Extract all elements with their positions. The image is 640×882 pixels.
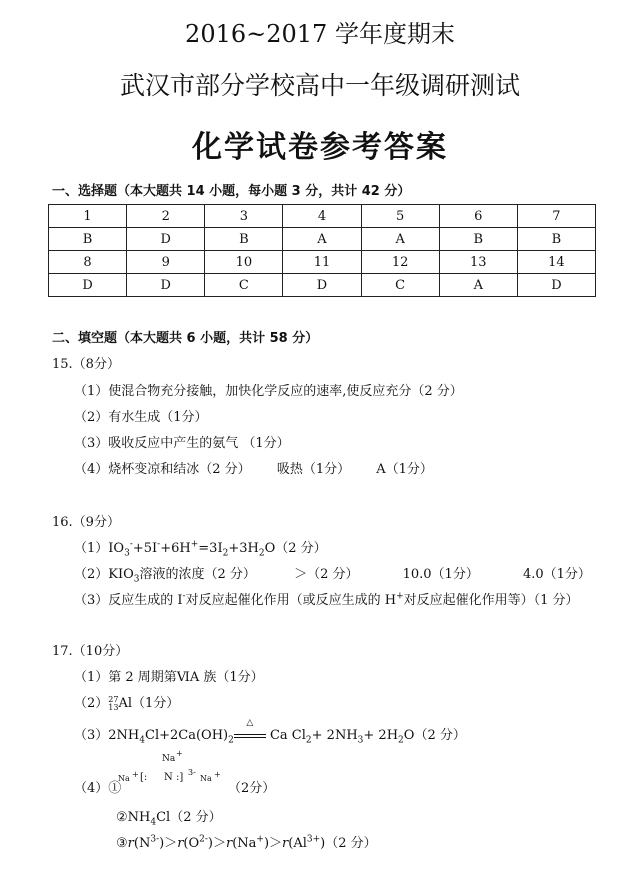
question-number-cell: 13 [439,251,517,274]
na3n-electron-structure: Na + Na + [: N :] 3- Na + [118,749,221,783]
answer-table-row [49,205,596,228]
question-number-cell: 10 [205,251,283,274]
question-number-cell: 9 [127,251,205,274]
q16-answer-3: （3）反应生成的 I-对反应起催化作用（或反应生成的 H+对反应起催化作用等）（1 分） [74,591,579,608]
q16-answer-1: $(1)IO_3^-+5I^-+6H^+=3I_2+3H_2O(2$ 分） [74,539,327,559]
question-number-cell: 8 [49,251,127,274]
q17-answer-1: （1）第 2 周期第ⅥA 族（1分） [74,670,264,685]
answer-cell: D [127,274,205,297]
question-number-cell: 6 [439,205,517,228]
answer-cell: B [439,228,517,251]
q17-answer-2: （2）27 13Al（1分） [74,694,180,712]
question-number-cell: 4 [283,205,361,228]
answer-cell: D [127,228,205,251]
answer-cell: B [517,228,595,251]
question-number-cell: 7 [517,205,595,228]
q17-answer-4-2: $②NH_4Cl(2$ 分） [116,810,222,828]
q17-answer-4-1-prefix: （4）① [74,781,122,796]
q17-answer-4-3: $③r(N^{3-})>r(O^{2-})>r(Na^+)>r(Al^{3+})(2$ 分） [116,834,377,851]
page-title-subject: 化学试卷参考答案 [192,130,448,165]
answer-cell: A [361,228,439,251]
q15-heading: 15.（8分） [52,357,120,372]
q16-answer-2: $(2)KIO_3$溶液的浓度（2 分） ＞（2 分） 10.0（1分） 4.0（1分） [74,567,591,585]
answer-cell: A [283,228,361,251]
q17-answer-3: $(3)2NH_4Cl+2Ca(OH)_2$ △ Ca $Cl_2+ 2NH_3+ 2H_2O(2$ 分） [74,718,466,746]
answer-cell: D [517,274,595,297]
q15-answer-3: （3）吸收反应中产生的氨气 （1分） [74,436,290,451]
q17-heading: 17.（10分） [52,644,129,659]
answer-cell: A [439,274,517,297]
answer-cell: B [49,228,127,251]
answer-cell: D [49,274,127,297]
question-number-cell: 14 [517,251,595,274]
q15-answer-2: （2）有水生成（1分） [74,410,208,425]
answer-table-row [49,228,596,251]
q15-answer-4 [74,458,433,477]
q15-answer-1: （1）使混合物充分接触，加快化学反应的速率,使反应充分（2 分） [74,384,463,399]
answer-table-row [49,274,596,297]
question-number-cell: 11 [283,251,361,274]
page-title-year: 2016~2017 学年度期末 [185,20,455,48]
page-title-exam: 武汉市部分学校高中一年级调研测试 [119,71,520,100]
heating-triangle: △ [246,718,254,728]
q16-heading: 16.（9分） [52,515,120,530]
answer-cell: B [205,228,283,251]
section-fill-blank-title: 二、填空题（本大题共 6 小题，共计 58 分） [52,331,319,346]
answer-cell: C [361,274,439,297]
question-number-cell: 12 [361,251,439,274]
question-number-cell: 3 [205,205,283,228]
answer-cell: C [205,274,283,297]
question-number-cell: 2 [127,205,205,228]
answer-cell: D [283,274,361,297]
section-multiple-choice-title: 一、选择题（本大题共 14 小题，每小题 3 分，共计 42 分） [52,184,411,199]
q15-answer-4a: （4）烧杯变凉和结冰（2 分） [74,462,251,477]
answer-table-row [49,251,596,274]
q17-answer-4-1-score: （2分） [228,781,276,796]
q15-answer-4b: 吸热（1分） [276,462,351,477]
q15-answer-4c: A（1分） [376,462,433,477]
answer-table [48,204,596,297]
question-number-cell: 5 [361,205,439,228]
question-number-cell: 1 [49,205,127,228]
